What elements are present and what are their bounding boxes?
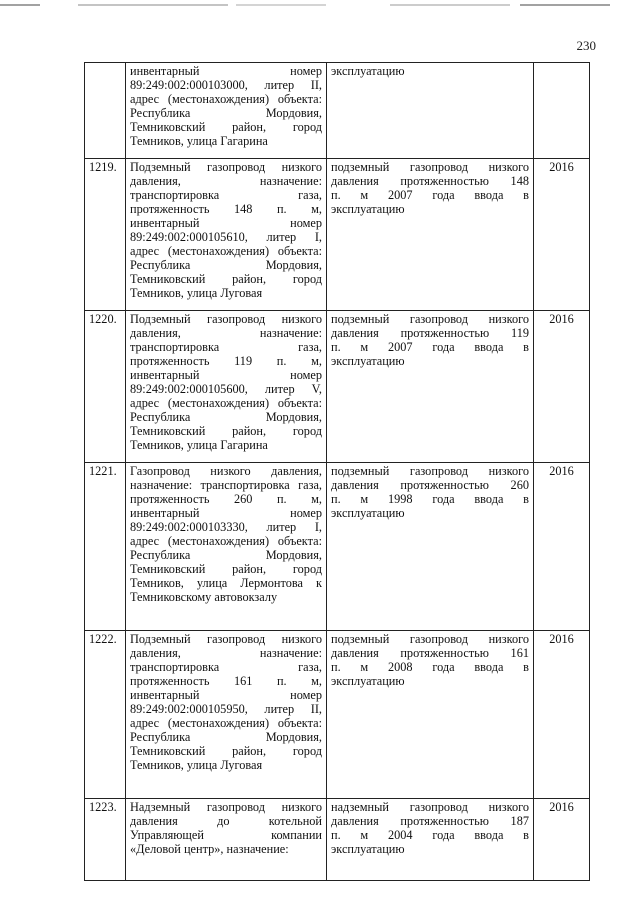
object-name-line: протяженность 260 п. м,: [130, 492, 322, 506]
object-name-line: давления, назначение:: [130, 326, 322, 340]
year-cell: 2016: [534, 159, 590, 311]
object-name-line: протяженность 148 п. м,: [130, 202, 322, 216]
row-number: 1220.: [85, 311, 126, 463]
object-description-line: эксплуатацию: [331, 202, 405, 216]
object-name-line: адрес (местонахождения) объекта:: [130, 244, 322, 258]
registry-table: [84, 62, 590, 881]
object-name-line: Республика Мордовия,: [130, 730, 322, 744]
registry-table-body: [85, 63, 590, 881]
object-description-line: давления протяженностью 187: [331, 814, 529, 828]
object-name-line: Газопровод низкого давления,: [130, 464, 322, 478]
object-name-cell: [126, 159, 327, 311]
object-name-line: Темниковский район, город: [130, 744, 322, 758]
table-row: [85, 463, 590, 631]
object-name-line: Подземный газопровод низкого: [130, 632, 322, 646]
object-description-line: давления протяженностью 119: [331, 326, 529, 340]
object-description-line: давления протяженностью 148: [331, 174, 529, 188]
object-name-line: 89:249:002:000105950, литер II,: [130, 702, 322, 716]
object-name-cell: [126, 63, 327, 159]
object-name-line: 89:249:002:000105610, литер I,: [130, 230, 322, 244]
object-name-line: Темниковскому автовокзалу: [130, 590, 278, 604]
object-description-cell: [327, 63, 534, 159]
row-number: 1222.: [85, 631, 126, 799]
object-description-line: п. м 2008 года ввода в: [331, 660, 529, 674]
object-description-line: п. м 2004 года ввода в: [331, 828, 529, 842]
object-description-line: давления протяженностью 161: [331, 646, 529, 660]
object-name-line: Республика Мордовия,: [130, 410, 322, 424]
object-name-line: протяженность 161 п. м,: [130, 674, 322, 688]
object-name-line: Надземный газопровод низкого: [130, 800, 322, 814]
object-name-line: Подземный газопровод низкого: [130, 160, 322, 174]
page-number: 230: [576, 38, 596, 53]
object-name-line: «Деловой центр», назначение:: [130, 842, 289, 856]
object-description-line: подземный газопровод низкого: [331, 464, 529, 478]
table-row: [85, 631, 590, 799]
object-name-line: Темников, улица Луговая: [130, 758, 263, 772]
object-name-line: инвентарный номер: [130, 506, 322, 520]
object-description-line: подземный газопровод низкого: [331, 160, 529, 174]
object-description-line: эксплуатацию: [331, 64, 405, 78]
object-name-line: Темниковский район, город: [130, 424, 322, 438]
object-description-line: эксплуатацию: [331, 354, 405, 368]
object-name-cell: [126, 463, 327, 631]
object-description-line: давления протяженностью 260: [331, 478, 529, 492]
table-row: [85, 799, 590, 881]
object-name-line: Республика Мордовия,: [130, 548, 322, 562]
object-name-line: инвентарный номер: [130, 64, 322, 78]
object-description-cell: [327, 311, 534, 463]
object-name-cell: [126, 311, 327, 463]
row-number: [85, 63, 126, 159]
object-name-line: давления до котельной: [130, 814, 322, 828]
object-description-line: эксплуатацию: [331, 674, 405, 688]
object-description-line: п. м 2007 года ввода в: [331, 188, 529, 202]
object-name-line: адрес (местонахождения) объекта:: [130, 534, 322, 548]
row-number: 1221.: [85, 463, 126, 631]
year-cell: [534, 63, 590, 159]
year-cell: 2016: [534, 631, 590, 799]
object-name-line: 89:249:002:000103000, литер II,: [130, 78, 322, 92]
object-name-line: назначение: транспортировка газа,: [130, 478, 322, 492]
object-description-line: надземный газопровод низкого: [331, 800, 529, 814]
object-name-line: Подземный газопровод низкого: [130, 312, 322, 326]
object-name-line: транспортировка газа,: [130, 340, 322, 354]
object-name-line: Темников, улица Гагарина: [130, 438, 268, 452]
object-name-line: Темниковский район, город: [130, 562, 322, 576]
object-name-line: инвентарный номер: [130, 368, 322, 382]
row-number: 1223.: [85, 799, 126, 881]
object-description-line: подземный газопровод низкого: [331, 312, 529, 326]
object-description-line: эксплуатацию: [331, 506, 405, 520]
row-number: 1219.: [85, 159, 126, 311]
object-name-line: Управляющей компании: [130, 828, 322, 842]
table-row: [85, 159, 590, 311]
object-description-line: п. м 1998 года ввода в: [331, 492, 529, 506]
table-row: [85, 311, 590, 463]
object-name-line: Темников, улица Лермонтова к: [130, 576, 322, 590]
year-cell: 2016: [534, 463, 590, 631]
object-description-cell: [327, 799, 534, 881]
object-name-line: Темниковский район, город: [130, 272, 322, 286]
object-name-line: адрес (местонахождения) объекта:: [130, 92, 322, 106]
object-description-cell: [327, 463, 534, 631]
object-name-line: Республика Мордовия,: [130, 258, 322, 272]
object-name-line: инвентарный номер: [130, 216, 322, 230]
scan-edge-artifact: [0, 0, 640, 14]
object-description-line: п. м 2007 года ввода в: [331, 340, 529, 354]
object-name-line: давления, назначение:: [130, 646, 322, 660]
object-name-line: адрес (местонахождения) объекта:: [130, 716, 322, 730]
year-cell: 2016: [534, 799, 590, 881]
object-name-line: транспортировка газа,: [130, 660, 322, 674]
object-name-line: Темников, улица Луговая: [130, 286, 263, 300]
object-name-line: Темников, улица Гагарина: [130, 134, 268, 148]
object-description-line: эксплуатацию: [331, 842, 405, 856]
object-name-line: давления, назначение:: [130, 174, 322, 188]
object-description-cell: [327, 159, 534, 311]
object-name-line: протяженность 119 п. м,: [130, 354, 322, 368]
object-name-line: транспортировка газа,: [130, 188, 322, 202]
year-cell: 2016: [534, 311, 590, 463]
object-description-cell: [327, 631, 534, 799]
object-name-line: Республика Мордовия,: [130, 106, 322, 120]
table-row: [85, 63, 590, 159]
object-name-cell: [126, 631, 327, 799]
object-name-line: 89:249:002:000105600, литер V,: [130, 382, 322, 396]
object-name-line: инвентарный номер: [130, 688, 322, 702]
object-name-line: адрес (местонахождения) объекта:: [130, 396, 322, 410]
object-name-line: Темниковский район, город: [130, 120, 322, 134]
object-description-line: подземный газопровод низкого: [331, 632, 529, 646]
object-name-line: 89:249:002:000103330, литер I,: [130, 520, 322, 534]
object-name-cell: [126, 799, 327, 881]
